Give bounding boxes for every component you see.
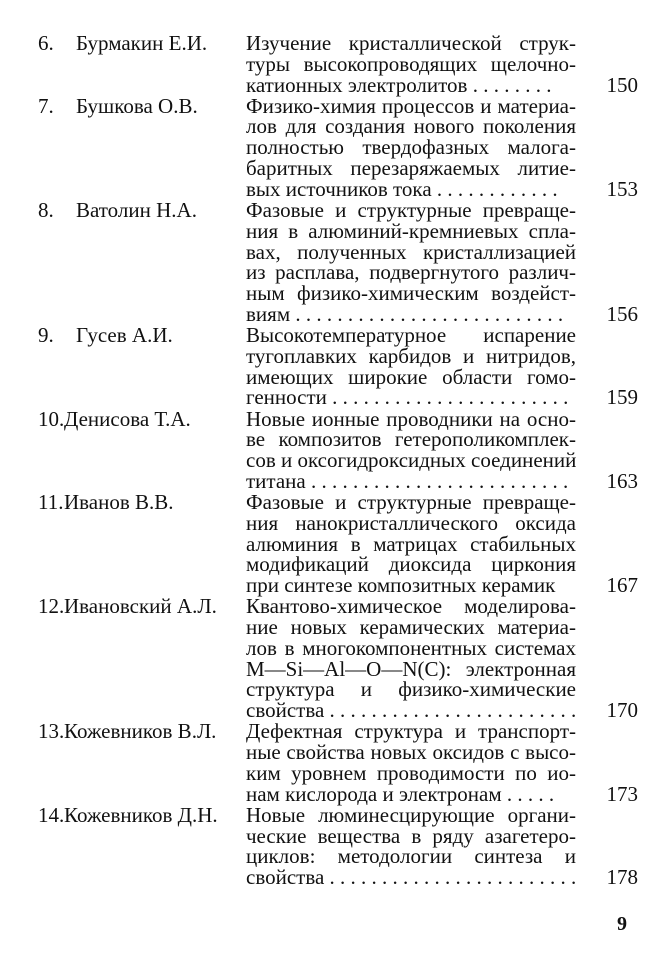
- entry-author: Бурмакин Е.И.: [76, 31, 208, 55]
- entry-page-number: 167: [606, 573, 638, 598]
- entry-title-line: ным физико-химическим воздейст-: [246, 281, 576, 306]
- entry-page-number: 170: [606, 698, 638, 723]
- entry-title-line: катионных электролитов . . . . . . . .: [246, 72, 552, 97]
- entry-title-line: туры высокопроводящих щелочно-: [246, 51, 576, 76]
- entry-title-line: Фазовые и структурные превраще-: [246, 197, 576, 222]
- entry-title-line: алюминия в матрицах стабильных: [246, 531, 576, 556]
- entry-page-number: 153: [606, 176, 638, 201]
- entry-number: 12.: [38, 594, 65, 619]
- table-of-contents: [0, 33, 667, 888]
- entry-number: 11.: [38, 490, 64, 515]
- entry-title-line: Фазовые и структурные превраще-: [246, 490, 576, 515]
- entry-page-number: 163: [606, 468, 638, 493]
- entry-title-line: Квантово-химическое моделирова-: [246, 594, 576, 619]
- entry-author: Гусев А.И.: [76, 323, 173, 348]
- entry-title-line: Новые ионные проводники на осно-: [246, 406, 576, 431]
- entry-title-line: Дефектная структура и транспорт-: [246, 719, 576, 744]
- entry-title-line: структура и физико-химические: [246, 677, 576, 702]
- entry-page-number: 159: [606, 385, 638, 410]
- toc-entry: [0, 492, 667, 596]
- entry-title-line: нам кислорода и электронам . . . . .: [246, 781, 555, 806]
- entry-author: Ивановский А.Л.: [64, 594, 217, 619]
- entry-title-line: ческие вещества в ряду азагетеро-: [246, 823, 576, 848]
- entry-number: 13.: [38, 719, 65, 744]
- entry-title-line: циклов: методологии синтеза и: [246, 844, 576, 869]
- toc-entry: [0, 596, 667, 721]
- entry-number: 14.: [38, 802, 65, 827]
- entry-title-line: при синтезе композитных керамик: [246, 573, 556, 598]
- entry-title-line: лов в многокомпонентных системах: [246, 635, 576, 660]
- entry-title: [246, 492, 576, 596]
- entry-number: 8.: [38, 197, 54, 222]
- entry-title-line: M—Si—Al—O—N(C): электронная: [246, 656, 576, 681]
- entry-title-line: модификаций диоксида циркония: [246, 552, 576, 577]
- toc-entry: [0, 721, 667, 804]
- entry-page-number: 178: [606, 865, 638, 890]
- entry-title-line: ные свойства новых оксидов с высо-: [246, 740, 576, 765]
- entry-author: Кожевников В.Л.: [64, 719, 217, 744]
- toc-entry: [0, 802, 667, 890]
- entry-title-line: тугоплавких карбидов и нитридов,: [246, 343, 576, 368]
- entry-number: 7.: [38, 93, 54, 118]
- entry-title-line: вых источников тока . . . . . . . . . . . .: [246, 176, 558, 201]
- entry-title-line: свойства . . . . . . . . . . . . . . . . . . . . . . . .: [246, 865, 577, 890]
- entry-page-number: 173: [606, 781, 638, 806]
- entry-title-line: виям . . . . . . . . . . . . . . . . . . . . . . . . . .: [246, 301, 564, 326]
- toc-entry: [0, 33, 667, 95]
- entry-title-line: Высокотемпературное испарение: [246, 323, 576, 348]
- entry-title-line: титана . . . . . . . . . . . . . . . . . . . . . . . . .: [246, 468, 569, 493]
- entry-title-line: Изучение кристаллической струк-: [246, 31, 576, 55]
- entry-number: 9.: [38, 323, 54, 348]
- toc-entry: [0, 406, 667, 493]
- entry-title: [246, 406, 577, 493]
- entry-page-number: 150: [606, 72, 638, 97]
- entry-title: [246, 596, 576, 721]
- toc-entry: [0, 197, 667, 326]
- entry-title-line: из расплава, подвергнутого различ-: [246, 260, 576, 285]
- toc-entry: [0, 325, 667, 408]
- entry-title-line: Физико-химия процессов и материа-: [246, 93, 576, 118]
- entry-title-line: Новые люминесцирующие органи-: [246, 802, 576, 827]
- entry-author: Ватолин Н.А.: [76, 197, 197, 222]
- entry-author: Кожевников Д.Н.: [64, 802, 218, 827]
- entry-title-line: баритных перезаряжаемых литие-: [246, 156, 576, 181]
- entry-author: Денисова Т.А.: [64, 406, 191, 431]
- entry-title: [246, 325, 576, 408]
- entry-title: [246, 802, 577, 890]
- entry-title: [246, 93, 576, 201]
- entry-title-line: ние новых керамических материа-: [246, 615, 576, 640]
- entry-author: Иванов В.В.: [64, 490, 174, 515]
- entry-title-line: сов и оксогидроксидных соединений: [246, 448, 577, 473]
- entry-title: [246, 721, 576, 804]
- entry-title: [246, 33, 576, 95]
- entry-title-line: вах, полученных кристаллизацией: [246, 239, 576, 264]
- entry-title-line: имеющих широкие области гомо-: [246, 364, 576, 389]
- entry-title-line: ния в алюминий-кремниевых спла-: [246, 218, 576, 243]
- entry-page-number: 156: [606, 301, 638, 326]
- entry-title-line: свойства . . . . . . . . . . . . . . . . . . . . . . . .: [246, 698, 577, 723]
- entry-title-line: полностью твердофазных малога-: [246, 135, 576, 160]
- entry-title-line: ким уровнем проводимости по ио-: [246, 760, 576, 785]
- entry-title-line: лов для создания нового поколения: [246, 114, 576, 139]
- entry-number: 6.: [38, 31, 54, 55]
- page-number-footer: 9: [617, 913, 627, 935]
- entry-title: [246, 197, 576, 326]
- entry-number: 10.: [38, 406, 65, 431]
- entry-title-line: ве композитов гетерополикомплек-: [246, 427, 576, 452]
- toc-entry: [0, 93, 667, 201]
- entry-title-line: генности . . . . . . . . . . . . . . . . . . . . . . .: [246, 385, 569, 410]
- entry-author: Бушкова О.В.: [76, 93, 198, 118]
- entry-title-line: ния нанокристаллического оксида: [246, 510, 576, 535]
